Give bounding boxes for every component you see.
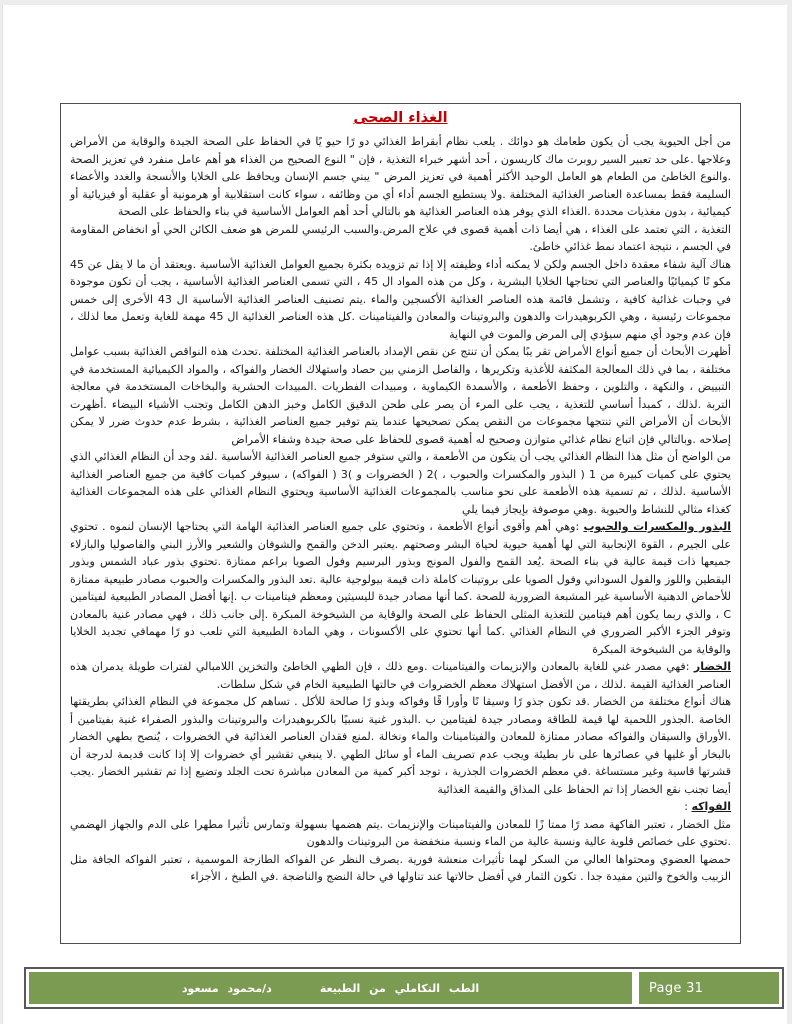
paragraph-text: :	[684, 800, 692, 813]
page-footer	[24, 967, 784, 1009]
paragraph-text: :وهي أهم وأقوى أنواع الأطعمة ، وتحتوي على جميع العناصر الغذائية الهامة التي يحتاجها الإنسان لنموه . تحتوي على الجيرم ، القوة الإنجابية التي لها أهمية حيوية لحياة البشر وصحتهم .يعتبر الدخن والقمح والشوفان والشعير والأرز البني والفاصوليا والبازلاء جميعها ذات قيمة عالية في بناء الصحة .يُعد القمح والفول المونج وبذور البرسيم وفول الصويا براعم ممتازة .تحتوي بذور عباد الشمس وبذور اليقطين واللوز والفول السوداني وفول الصويا على بروتينات كاملة ذات قيمة بيولوجية عالية .تعد البذور والمكسرات والحبوب مصادر طبيعية ممتازة للأحماض الدهنية الأساسية غير المشبعة الضرورية للصحة .كما أنها مصادر جيدة لليسيثين ومعظم فيتامينات ب .إنها أفضل المصادر الطبيعية لفيتامين C ، والذي ربما يكون أهم فيتامين للتغذية المثلى الحفاظ على الصحة والوقاية من الشيخوخة المبكرة .إلى جانب ذلك ، فهي مصادر غنية بالمعادن وتوفر الجزء الأكبر الضروري في النظام الغذائي .كما أنها تحتوي على الأكسونات ، وهي المادة الطبيعية التي تلعب دو رًا مهمافي تجديد الخلايا والوقاية من الشيخوخة المبكرة	[70, 520, 731, 656]
paragraph	[70, 448, 731, 518]
paragraph-text: أظهرت الأبحاث أن جميع أنواع الأمراض تقر يبًا يمكن أن تنتج عن نقص الإمداد بالعناصر الغذائية المختلفة .تحدث هذه النواقص الغذائية بسبب عوامل مختلفة ، بما في ذلك المعالجة المكثفة للأغذية وتكريرها ، والفاصل الزمني بين حصاد واستهلاك الخضار والفواكه ، والمواد الكيميائية المستخدمة في التبييض ، والنكهة ، والتلوين ، وحفظ الأطعمة ، والأسمدة الكيماوية ، ومبيدات الفطريات .المبيدات الحشرية والبخاخات المستخدمة في معالجة التربة .لذلك ، كمبدأ أساسي للتغذية ، يجب على المرء أن يصر على طحن الدقيق الكامل وخبز الدهن الكامل وتجنب الأشياء البيضاء .أظهرت الأبحاث أن الأمراض التي تنتجها مجموعات من النقص يمكن تصحيحها عندما يتم توفير جميع العناصر الغذائية ، بشرط عدم حدوث ضرر لا يمكن إصلاحه .وبالتالي فإن اتباع نظام غذائي متوازن وصحيح له أهمية قصوى للحفاظ على صحة جيدة وشفاء الأمراض	[70, 345, 731, 446]
document-body	[70, 133, 731, 886]
paragraph-text: هناك آلية شفاء معقدة داخل الجسم ولكن لا يمكنه أداء وظيفته إلا إذا تم تزويده بكثرة بجميع العوامل الغذائية الأساسية .ويعتقد أن ما لا يقل عن 45 مكو نًا كيميائيًا والعناصر التي تحتاجها الخلايا البشرية ، وكل من هذه المواد ال 45 ، التي تسمى العناصر الغذائية الأساسية ، يجب أن تكون موجودة في وجبات غذائية كافية ، وتشمل قائمة هذه العناصر الغذائية الأكسجين والماء .يتم تصنيف العناصر الغذائية الأساسية ال 43 الأخرى إلى خمس مجموعات رئيسية ، وهي الكربوهيدرات والدهون والبروتينات والمعادن والفيتامينات .كل هذه العناصر الغذائية ال 45 مهمة للغاية وتعمل معا لذلك ، فإن عدم وجود أي منهم سيؤدي إلى المرض والموت في النهاية	[70, 257, 731, 341]
footer-author: د/محمود مسعود	[181, 981, 272, 995]
footer-page-number: Page 31	[649, 980, 704, 996]
paragraph-text: :فهي مصدر غني للغاية بالمعادن والإنزيمات والفيتامينات .ومع ذلك ، فإن الطهي الخاطئ والتخزين اللامبالي لفترات طويلة يدمران هذه العناصر الغذائية القيمة .لذلك ، من الأفضل استهلاك معظم الخضروات في حالتها الطبيعية الخام في شكل سلطات.	[70, 660, 731, 691]
paragraph-text: من الواضح أن مثل هذا النظام الغذائي يجب أن يتكون من الأطعمة ، والتي ستوفر جميع العناصر الغذائية الأساسية .لقد وجد أن النظام الغذائي الذي يحتوي على كميات كبيرة من 1 ( البذور والمكسرات والحبوب ، )2 ( الخضروات و )3 ( الفواكه) ، سيوفر كميات كافية من جميع العناصر الغذائية الأساسية .لذلك ، تم تسمية هذه الأطعمة على نحو مناسب بالمجموعات الغذائية الأساسية ويحتوي النظام الغذائي على هذه المجموعات الغذائية كغذاء مثالي للنشاط والحيوية .وهي موصوفة بإيجاز فيما يلي	[70, 450, 731, 516]
paragraph-text: التغذية ، التي تعتمد على الغذاء ، هي أيضا ذات أهمية قصوى في علاج المرض.والسبب الرئيسي للمرض هو ضعف الكائن الحي أو انخفاض المقاومة في الجسم ، نتيجة اعتماد نمط غذائي خاطئ.	[70, 222, 731, 253]
paragraph-text: حمضها العضوي ومحتواها العالي من السكر لهما تأثيرات منعشة فورية .يصرف النظر عن الفواكه الطازجة الموسمية ، تعتبر الفواكه الجافة مثل الزبيب والخوخ والتين مفيدة جدا . تكون الثمار في أفضل حالاتها عند تناولها في حالة النضج والناضجة .في الطبخ ، الأجزاء	[70, 852, 731, 883]
paragraph-text: من أجل الحيوية يجب أن يكون طعامك هو دوائك . يلعب نظام أبقراط الغذائي دو رًا حيو يًا في الحفاظ على الصحة الجيدة والوقاية من الأمراض وعلاجها .على حد تعبير السير روبرت ماك كاريسون ، أحد أشهر خبراء التغذية ، فإن " النوع الصحيح من الغذاء هو أهم عامل منفرد في تعزيز الصحة .والنوع الخاطئ من الطعام هو العامل الوحيد الأكثر أهمية في تعزيز المرض " يبني جسم الإنسان ويحافظ على الخلايا والأنسجة والغدد والأعضاء السليمة فقط بمساعدة العناصر الغذائية المختلفة .ولا يستطيع الجسم أداء أي من وظائفه ، سواء كانت استقلابية أو هرمونية أو عقلية أو فيزيائية أو كيميائية ، بدون مغذيات محددة .الغذاء الذي يوفر هذه العناصر الغذائية هو بالتالي أحد أهم العوامل الأساسية في بناء والحفاظ على الصحة	[70, 135, 731, 218]
paragraph	[70, 816, 731, 851]
paragraph-vegetables	[70, 658, 731, 693]
footer-title-cell	[29, 972, 632, 1004]
paragraph	[70, 693, 731, 798]
content-frame	[60, 103, 741, 944]
footer-book-title: الطب التكاملي من الطبيعة	[319, 981, 480, 995]
paragraph	[70, 221, 731, 256]
paragraph-seeds-nuts-grains	[70, 518, 731, 658]
paragraph-fruits-heading	[70, 798, 731, 816]
paragraph	[70, 343, 731, 448]
section-heading: الفواكه	[691, 800, 731, 813]
section-heading: الخضار	[693, 660, 731, 673]
document-page	[2, 5, 787, 1024]
paragraph	[70, 256, 731, 344]
paragraph	[70, 851, 731, 886]
paragraph-text: مثل الخضار ، تعتبر الفاكهة مصد رًا ممتا زًا للمعادن والفيتامينات والإنزيمات .يتم هضمها بسهولة وتمارس تأثيرا مطهرا على الدم والجهاز الهضمي .تحتوي على خصائص قلوية عالية ونسبة عالية من الماء ونسبة منخفضة من البروتينات والدهون	[70, 817, 731, 848]
paragraph	[70, 133, 731, 221]
paragraph-text: هناك أنواع مختلفة من الخضار .قد تكون جذو رًا وسيقا نًا وأورا قًا وفواكه وبذو رًا صالحة للأكل . تساهم كل مجموعة في النظام الغذائي بطريقتها الخاصة .الجذور اللحمية لها قيمة للطاقة ومصادر جيدة لفيتامين ب .البذور غنية نسبيًا بالكربوهيدرات والبروتينات والبذور الصفراء غنية بفيتامين أ .الأوراق والسيقان والفواكه مصادر ممتازة للمعادن والفيتامينات والماء ونخالة .لمنع فقدان العناصر الغذائية في الخضروات ، يُنصح بطهي الخضار بالبخار أو غليها في عصائرها على نار بطيئة ويجب عدم تصريف الماء أو سائل الطهي .لا ينبغي تقشير أي خضروات إلا إذا كانت قديمة لدرجة أن قشرتها قاسية وغير مستساغة .في معظم الخضروات الجذرية ، توجد أكبر كمية من المعادن مباشرة تحت الجلد وتضيع إذا تم تقشير الخضار .يجب أيضا تجنب نقع الخضار إذا تم الحفاظ على المذاق والقيمة الغذائية	[70, 695, 731, 796]
footer-page-cell	[639, 972, 779, 1004]
page-title: الغذاء الصحى	[353, 110, 448, 126]
section-heading: البذور والمكسرات والحبوب	[583, 520, 731, 533]
